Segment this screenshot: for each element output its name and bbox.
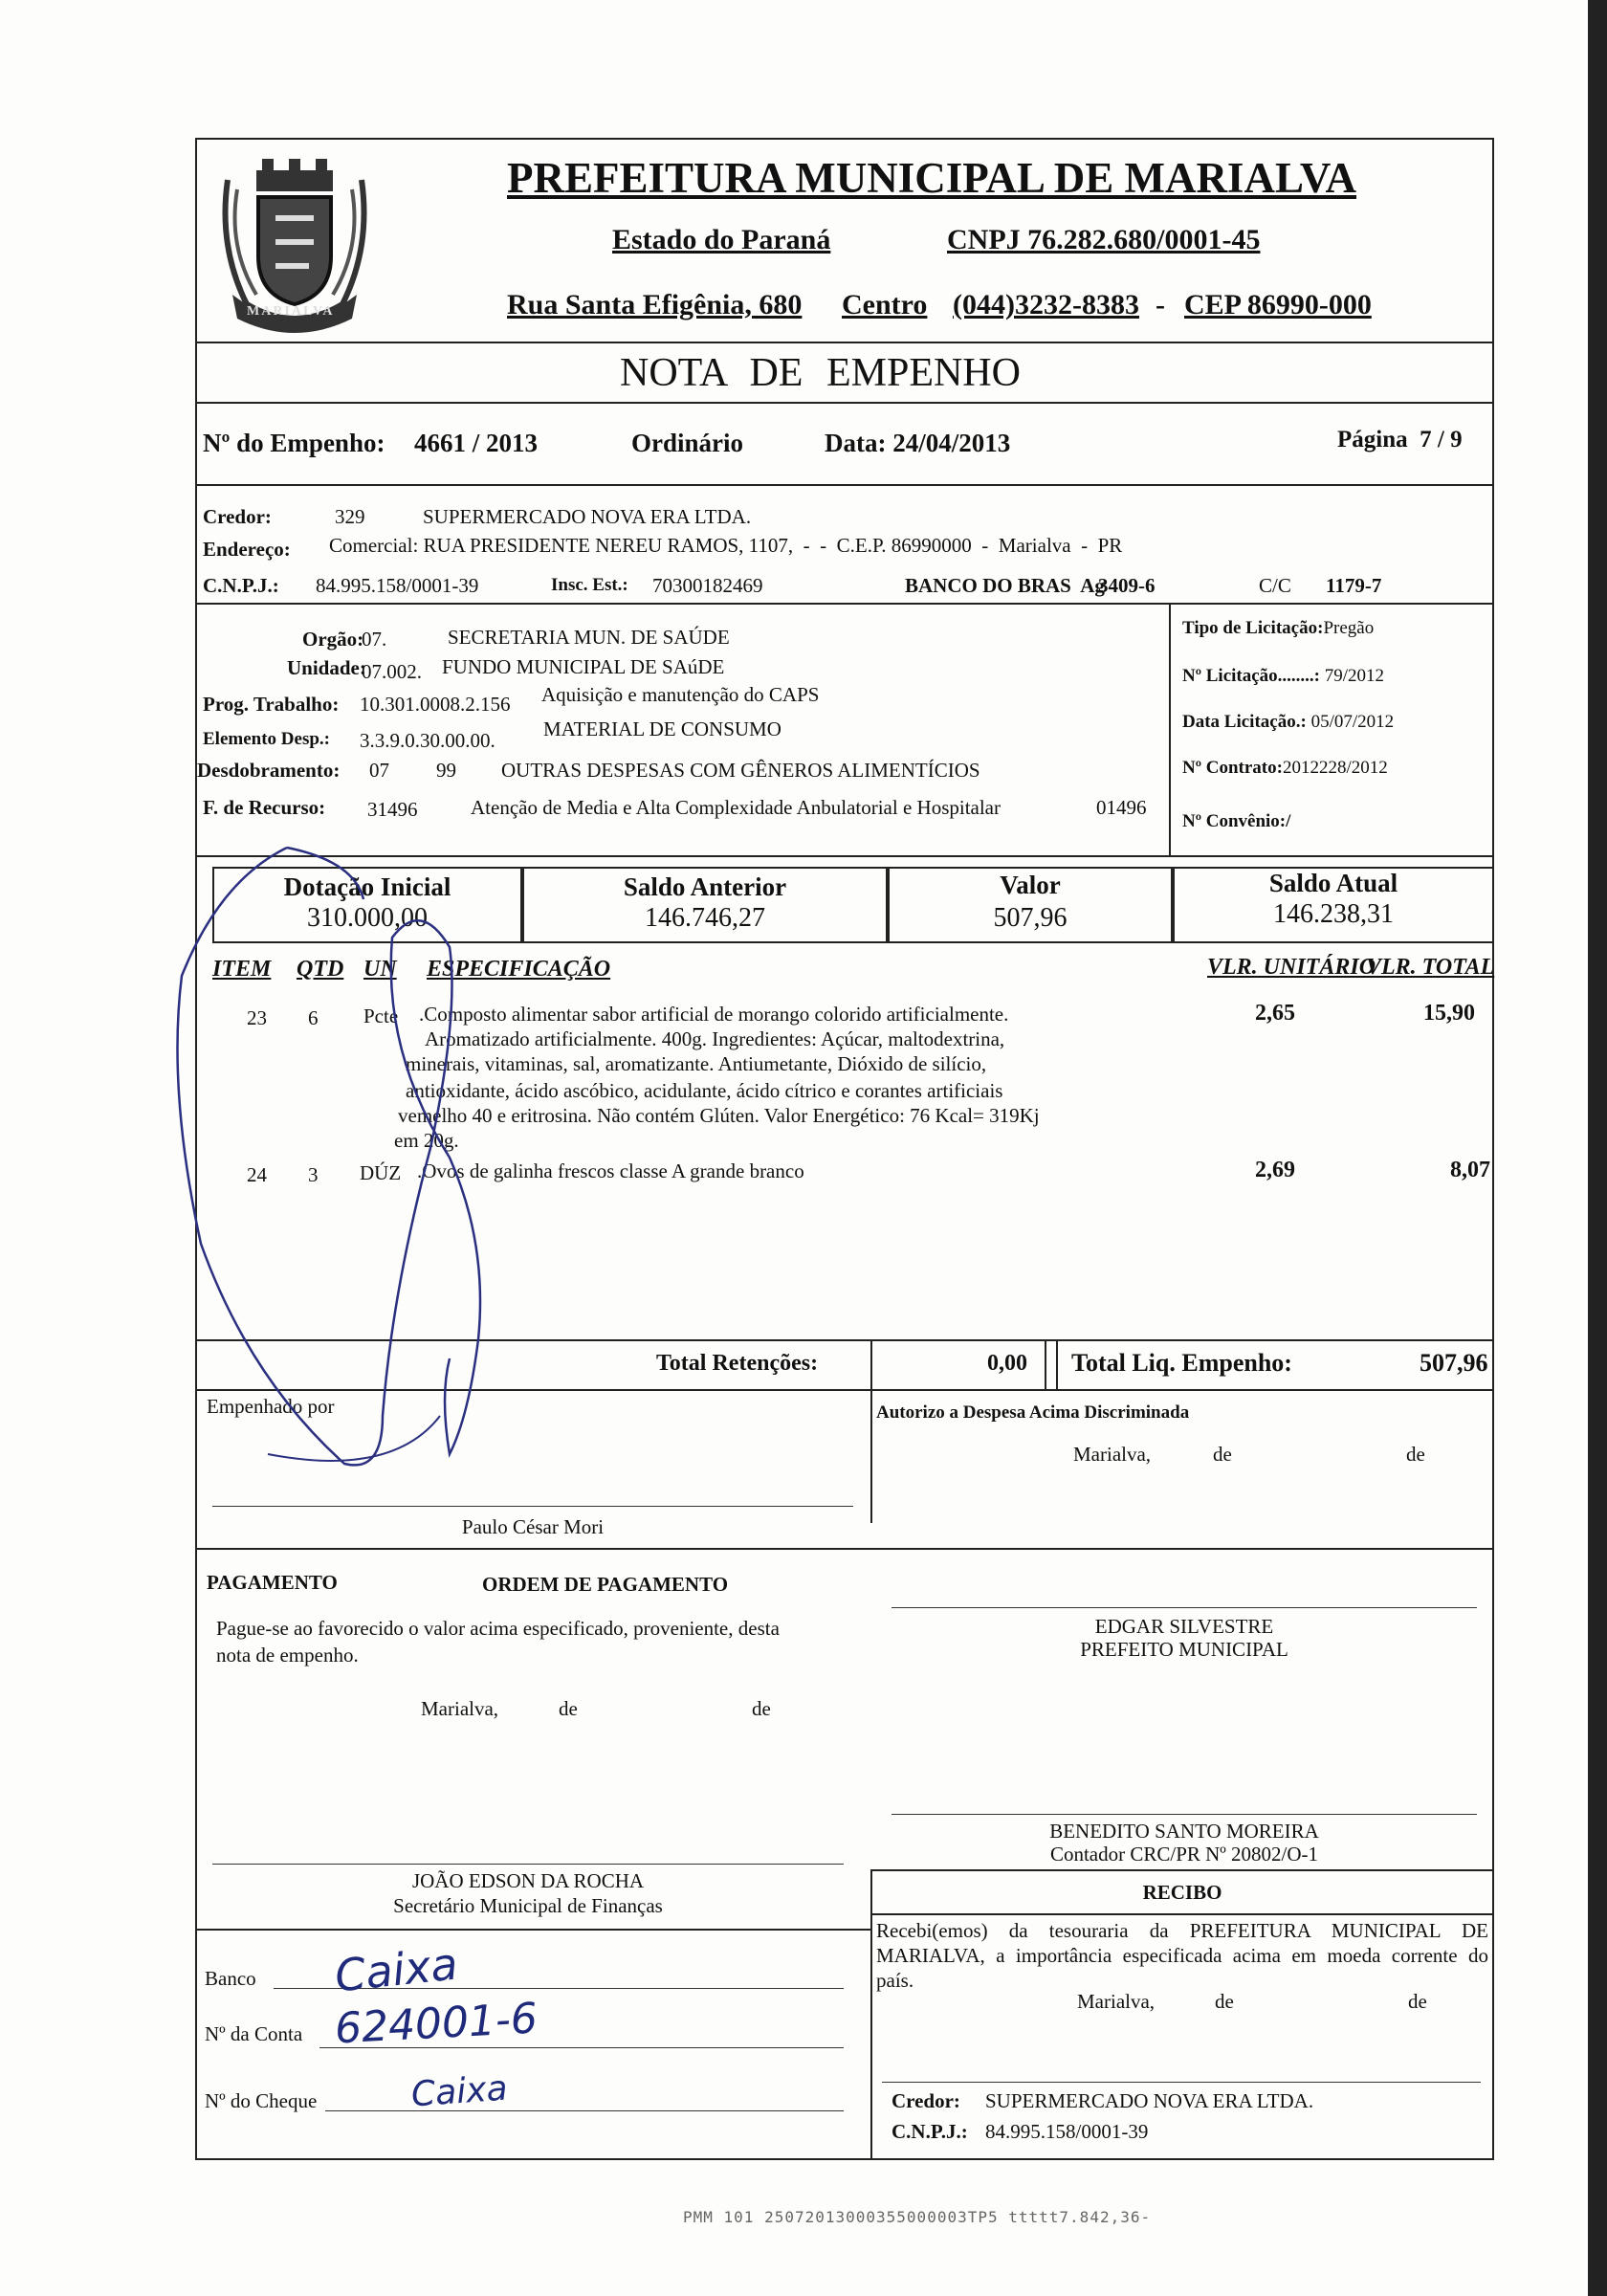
- recurso-label: F. de Recurso:: [203, 796, 326, 819]
- item-desc-line: .Ovos de galinha frescos classe A grande branco: [417, 1159, 804, 1182]
- conta-label: Nº da Conta: [205, 2022, 303, 2045]
- item-qtd: 3: [308, 1163, 319, 1186]
- divider: [195, 1548, 1494, 1550]
- credor-address: Comercial: RUA PRESIDENTE NEREU RAMOS, 1107, - - C.E.P. 86990000 - Marialva - PR: [329, 534, 1123, 557]
- recibo-place: Marialva,: [1077, 1990, 1156, 2013]
- col-espec-header: ESPECIFICAÇÃO: [427, 957, 611, 982]
- recibo-title: RECIBO: [1142, 1881, 1222, 1904]
- elem-name: MATERIAL DE CONSUMO: [543, 718, 781, 740]
- divider: [195, 1929, 870, 1931]
- valor-label: Valor: [1000, 871, 1061, 899]
- divider: [195, 402, 1494, 404]
- retencoes-label: Total Retenções:: [656, 1351, 819, 1376]
- insc-label: Insc. Est.:: [551, 575, 628, 595]
- bank-agency: 3409-6: [1098, 574, 1156, 597]
- desd-name: OUTRAS DESPESAS COM GÊNEROS ALIMENTÍCIOS: [501, 759, 980, 782]
- divider-vertical: [870, 1339, 872, 1389]
- recurso-code2: 01496: [1096, 796, 1147, 819]
- district: Centro: [842, 289, 928, 320]
- prog-name: Aquisição e manutenção do CAPS: [541, 683, 820, 706]
- recibo-credor-value: SUPERMERCADO NOVA ERA LTDA.: [985, 2089, 1314, 2112]
- ink-signature-stroke: [163, 842, 622, 1492]
- convenio-label: Nº Convênio:/: [1182, 811, 1291, 831]
- item-desc-line: .Composto alimentar sabor artificial de morango colorido artificialmente.: [419, 1003, 1009, 1026]
- orgao-name: SECRETARIA MUN. DE SAÚDE: [448, 626, 730, 649]
- prefeito-role: PREFEITO MUNICIPAL: [1080, 1638, 1288, 1661]
- signature-line: [882, 2082, 1481, 2083]
- autorizo-title: Autorizo a Despesa Acima Discriminada: [876, 1402, 1190, 1423]
- ordem-pagamento-title: ORDEM DE PAGAMENTO: [482, 1573, 729, 1596]
- credor-code: 329: [335, 505, 365, 528]
- item-number: 24: [247, 1163, 267, 1186]
- autorizo-place: Marialva,: [1073, 1443, 1152, 1466]
- recurso-name: Atenção de Media e Alta Complexidade Anbulatorial e Hospitalar: [471, 796, 1001, 819]
- col-qtd-header: QTD: [297, 957, 344, 982]
- total-liq-value: 507,96: [1420, 1349, 1488, 1377]
- valor-value: 507,96: [993, 903, 1068, 933]
- empenhado-label: Empenhado por: [207, 1395, 335, 1418]
- recibo-text: MARIALVA, a importância especificada acima em moeda corrente do: [876, 1944, 1488, 1967]
- recibo-de2: de: [1408, 1990, 1427, 2013]
- cheque-label: Nº do Cheque: [205, 2089, 318, 2112]
- divider: [870, 1869, 1494, 1871]
- cheque-signature: Caixa: [409, 2068, 509, 2115]
- empenho-type: Ordinário: [631, 429, 744, 457]
- secretario-name: JOÃO EDSON DA ROCHA: [411, 1869, 645, 1892]
- coat-of-arms-banner-text: MARIALVA: [247, 304, 335, 319]
- empenho-number: 4661 / 2013: [414, 429, 539, 457]
- item-desc-line: vemelho 40 e eritrosina. Não contém Glúten. Valor Energético: 76 Kcal= 319Kj: [398, 1104, 1040, 1127]
- contador-name: BENEDITO SANTO MOREIRA: [1049, 1820, 1319, 1843]
- conta-signature: 624001-6: [333, 1994, 539, 2054]
- item-desc-line: antioxidante, ácido ascóbico, acidulante, ácido cítrico e corantes artificiais: [406, 1079, 1003, 1102]
- recibo-text: país.: [876, 1969, 914, 1992]
- saldo-atual-value: 146.238,31: [1273, 899, 1394, 929]
- unidade-code: 07.002.: [362, 660, 422, 683]
- autorizo-de1: de: [1213, 1443, 1232, 1466]
- pagamento-de1: de: [559, 1697, 578, 1720]
- credor-name: SUPERMERCADO NOVA ERA LTDA.: [423, 505, 752, 528]
- retencoes-value: 0,00: [987, 1351, 1027, 1376]
- empenho-label: Nº do Empenho:: [203, 429, 385, 457]
- state-name: Estado do Paraná: [612, 224, 831, 255]
- divider-vertical: [1045, 1339, 1046, 1389]
- unidade-label: Unidade:: [287, 656, 366, 679]
- divider: [195, 342, 1494, 343]
- credor-cnpj: 84.995.158/0001-39: [316, 574, 479, 597]
- saldo-anterior-value: 146.746,27: [645, 903, 765, 933]
- address-label: Endereço:: [203, 538, 291, 561]
- divider-vertical: [1056, 1339, 1058, 1389]
- col-unit-header: VLR. UNITÁRIO: [1207, 955, 1376, 980]
- pagamento-label: PAGAMENTO: [207, 1571, 338, 1594]
- cep: CEP 86990-000: [1184, 289, 1372, 320]
- item-total-value: 15,90: [1423, 1001, 1475, 1026]
- recurso-code: 31496: [367, 798, 418, 821]
- desd-code2: 99: [436, 759, 456, 782]
- elem-code: 3.3.9.0.30.00.00.: [360, 729, 495, 752]
- dash-sep: -: [1156, 289, 1165, 320]
- licitacao-number-label: Nº Licitação........: 79/2012: [1182, 666, 1385, 686]
- item-unit-value: 2,69: [1255, 1158, 1295, 1182]
- scan-edge: [1588, 0, 1607, 2296]
- item-desc-line: em 20g.: [394, 1129, 459, 1152]
- col-total-header: VLR. TOTAL: [1366, 955, 1495, 980]
- contrato-label: Nº Contrato:2012228/2012: [1182, 758, 1388, 778]
- signature-line: [212, 1864, 844, 1865]
- licitacao-type-label: Tipo de Licitação:Pregão: [1182, 618, 1375, 638]
- orgao-code: 07.: [362, 628, 387, 651]
- recibo-credor-label: Credor:: [892, 2089, 960, 2112]
- item-desc-line: minerais, vitaminas, sal, aromatizante. Antiumetante, Dióxido de silício,: [406, 1052, 987, 1075]
- prog-code: 10.301.0008.2.156: [360, 693, 511, 716]
- recibo-cnpj-value: 84.995.158/0001-39: [985, 2120, 1149, 2143]
- credor-cnpj-label: C.N.P.J.:: [203, 574, 279, 597]
- pagamento-de2: de: [752, 1697, 771, 1720]
- municipality-title: PREFEITURA MUNICIPAL DE MARIALVA: [507, 154, 1357, 202]
- prefeito-name: EDGAR SILVESTRE: [1094, 1615, 1274, 1638]
- prog-label: Prog. Trabalho:: [203, 693, 340, 716]
- phone: (044)3232-8383: [953, 289, 1139, 320]
- unidade-name: FUNDO MUNICIPAL DE SAúDE: [442, 655, 725, 678]
- item-qtd: 6: [308, 1006, 319, 1029]
- signature-line: [892, 1607, 1477, 1608]
- page-number: Página 7 / 9: [1337, 427, 1463, 453]
- saldo-anterior-label: Saldo Anterior: [623, 872, 787, 901]
- autorizo-de2: de: [1406, 1443, 1425, 1466]
- item-unit-value: 2,65: [1255, 1001, 1295, 1026]
- signature-line: [212, 1506, 853, 1507]
- banco-label: Banco: [205, 1967, 256, 1990]
- desd-code1: 07: [369, 759, 389, 782]
- item-un: DÚZ: [360, 1161, 402, 1184]
- col-un-header: UN: [363, 957, 397, 982]
- item-desc-line: Aromatizado artificialmente. 400g. Ingredientes: Açúcar, maltodextrina,: [425, 1027, 1005, 1050]
- pagamento-text: Pague-se ao favorecido o valor acima especificado, proveniente, desta: [216, 1617, 780, 1640]
- item-number: 23: [247, 1006, 267, 1029]
- banco-signature: Caixa: [332, 1937, 460, 2002]
- footer-code: PMM 101 25072013000355000003TP5 ttttt7.842,36-: [683, 2208, 1152, 2226]
- contador-role: Contador CRC/PR Nº 20802/O-1: [1049, 1843, 1319, 1866]
- empenho-date: Data: 24/04/2013: [825, 429, 1011, 457]
- saldo-atual-label: Saldo Atual: [1268, 869, 1398, 897]
- total-liq-label: Total Liq. Empenho:: [1071, 1349, 1292, 1377]
- item-total-value: 8,07: [1450, 1158, 1490, 1182]
- elem-label: Elemento Desp.:: [203, 729, 330, 749]
- divider: [870, 1913, 1494, 1915]
- licitacao-date-label: Data Licitação.: 05/07/2012: [1182, 712, 1395, 732]
- dotacao-value: 310.000,00: [307, 903, 428, 933]
- recibo-text: Recebi(emos) da tesouraria da PREFEITURA MUNICIPAL DE: [876, 1919, 1488, 1942]
- dotacao-label: Dotação Inicial: [283, 872, 451, 901]
- cc-label: C/C: [1259, 574, 1291, 597]
- divider-vertical: [1169, 603, 1171, 855]
- street-address: Rua Santa Efigênia, 680: [507, 289, 803, 320]
- cc-value: 1179-7: [1326, 574, 1382, 597]
- empenhado-signer: Paulo César Mori: [461, 1515, 605, 1538]
- pagamento-place: Marialva,: [421, 1697, 499, 1720]
- divider: [195, 484, 1494, 486]
- pagamento-text: nota de empenho.: [216, 1644, 359, 1667]
- recibo-de1: de: [1215, 1990, 1234, 2013]
- document-title: NOTA DE EMPENHO: [620, 351, 1021, 395]
- orgao-label: Orgão:: [302, 628, 364, 651]
- input-line: [325, 2110, 844, 2111]
- bank-name: BANCO DO BRAS Ag: [905, 574, 1105, 597]
- signature-line: [892, 1814, 1477, 1815]
- divider-vertical: [870, 1389, 872, 1523]
- col-item-header: ITEM: [212, 957, 272, 982]
- insc-value: 70300182469: [652, 574, 763, 597]
- item-un: Pcte: [363, 1004, 399, 1027]
- desd-label: Desdobramento:: [197, 759, 341, 782]
- divider: [195, 603, 1494, 605]
- recibo-cnpj-label: C.N.P.J.:: [892, 2120, 968, 2143]
- secretario-role: Secretário Municipal de Finanças: [393, 1894, 663, 1917]
- credor-label: Credor:: [203, 505, 272, 528]
- municipality-cnpj: CNPJ 76.282.680/0001-45: [947, 224, 1261, 255]
